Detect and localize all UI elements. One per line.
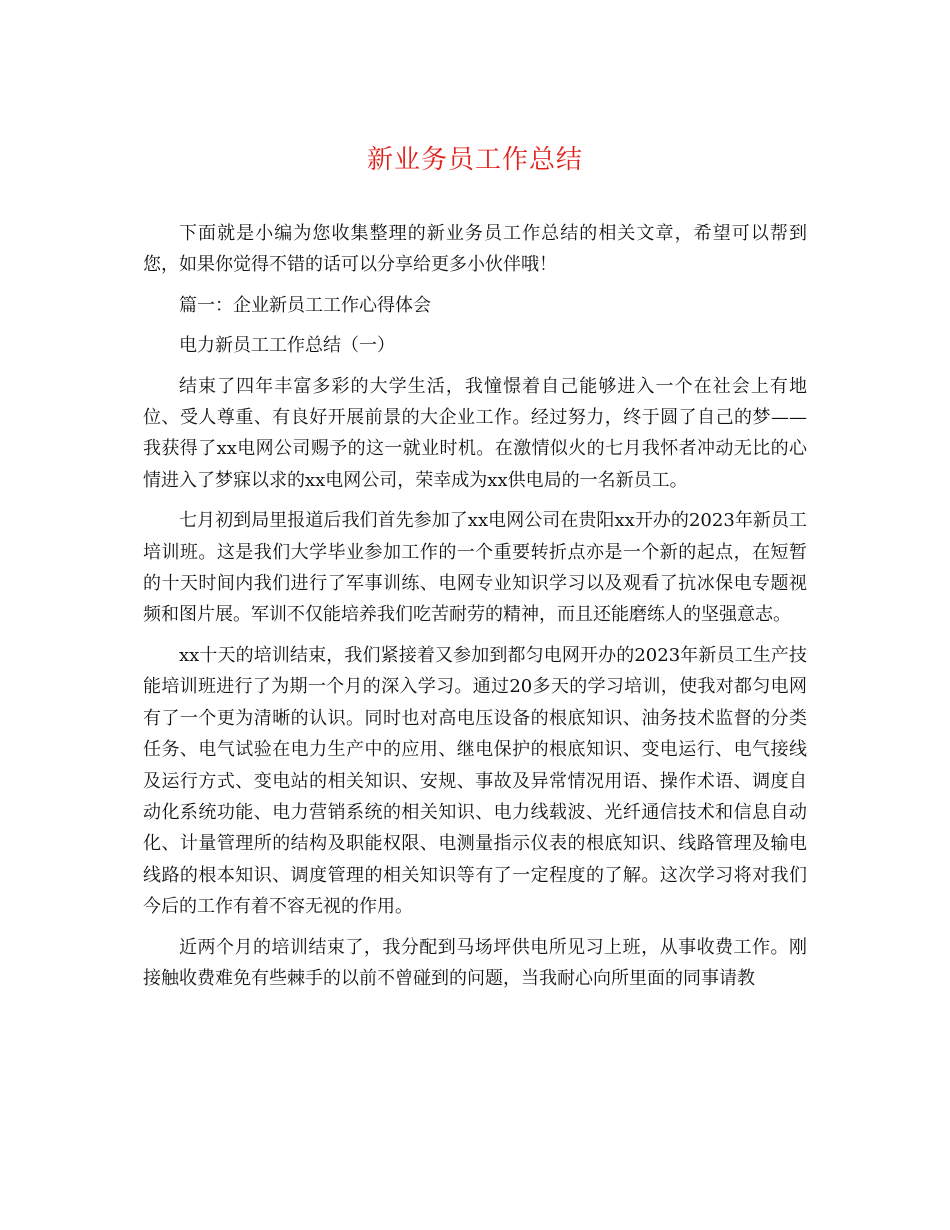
paragraph-body-4: 近两个月的培训结束了，我分配到马场坪供电所见习上班，从事收费工作。刚接触收费难免有些棘手的以前不曾碰到的问题，当我耐心向所里面的同事请教 bbox=[143, 936, 807, 989]
paragraph-subheading: 电力新员工工作总结（一） bbox=[179, 335, 395, 357]
document-body bbox=[143, 218, 807, 1003]
paragraph-section-heading: 篇一：企业新员工工作心得体会 bbox=[179, 294, 431, 316]
paragraph-body-3: xx十天的培训结束，我们紧接着又参加到都匀电网开办的2023年新员工生产技能培训班进行了为期一个月的深入学习。通过20多天的学习培训，使我对都匀电网有了一个更为清晰的认识。同时也对高电压设备的根底知识、油务技术监督的分类任务、电气试验在电力生产中的应用、继电保护的根底知识、变电运行、电气接线及运行方式、变电站的相关知识、安规、事故及异常情况用语、操作术语、调度自动化系统功能、电力营销系统的相关知识、电力线载波、光纤通信技术和信息自动化、计量管理所的结构及职能权限、电测量指示仪表的根底知识、线路管理及输电线路的根本知识、调度管理的相关知识等有了一定程度的了解。这次学习将对我们今后的工作有着不容无视的作用。 bbox=[143, 644, 807, 918]
paragraph-body-2: 七月初到局里报道后我们首先参加了xx电网公司在贵阳xx开办的2023年新员工培训班。这是我们大学毕业参加工作的一个重要转折点亦是一个新的起点，在短暂的十天时间内我们进行了军事训练、电网专业知识学习以及观看了抗冰保电专题视频和图片展。军训不仅能培养我们吃苦耐劳的精神，而且还能磨练人的坚强意志。 bbox=[143, 510, 807, 626]
paragraph-body-1: 结束了四年丰富多彩的大学生活，我憧憬着自己能够进入一个在社会上有地位、受人尊重、有良好开展前景的大企业工作。经过努力，终于圆了自己的梦——我获得了xx电网公司赐予的这一就业时机。在激情似火的七月我怀者冲动无比的心情进入了梦寐以求的xx电网公司，荣幸成为xx供电局的一名新员工。 bbox=[143, 375, 807, 491]
document-title: 新业务员工作总结 bbox=[366, 145, 583, 175]
paragraph-intro: 下面就是小编为您收集整理的新业务员工作总结的相关文章，希望可以帮到您，如果你觉得不错的话可以分享给更多小伙伴哦！ bbox=[143, 223, 807, 276]
